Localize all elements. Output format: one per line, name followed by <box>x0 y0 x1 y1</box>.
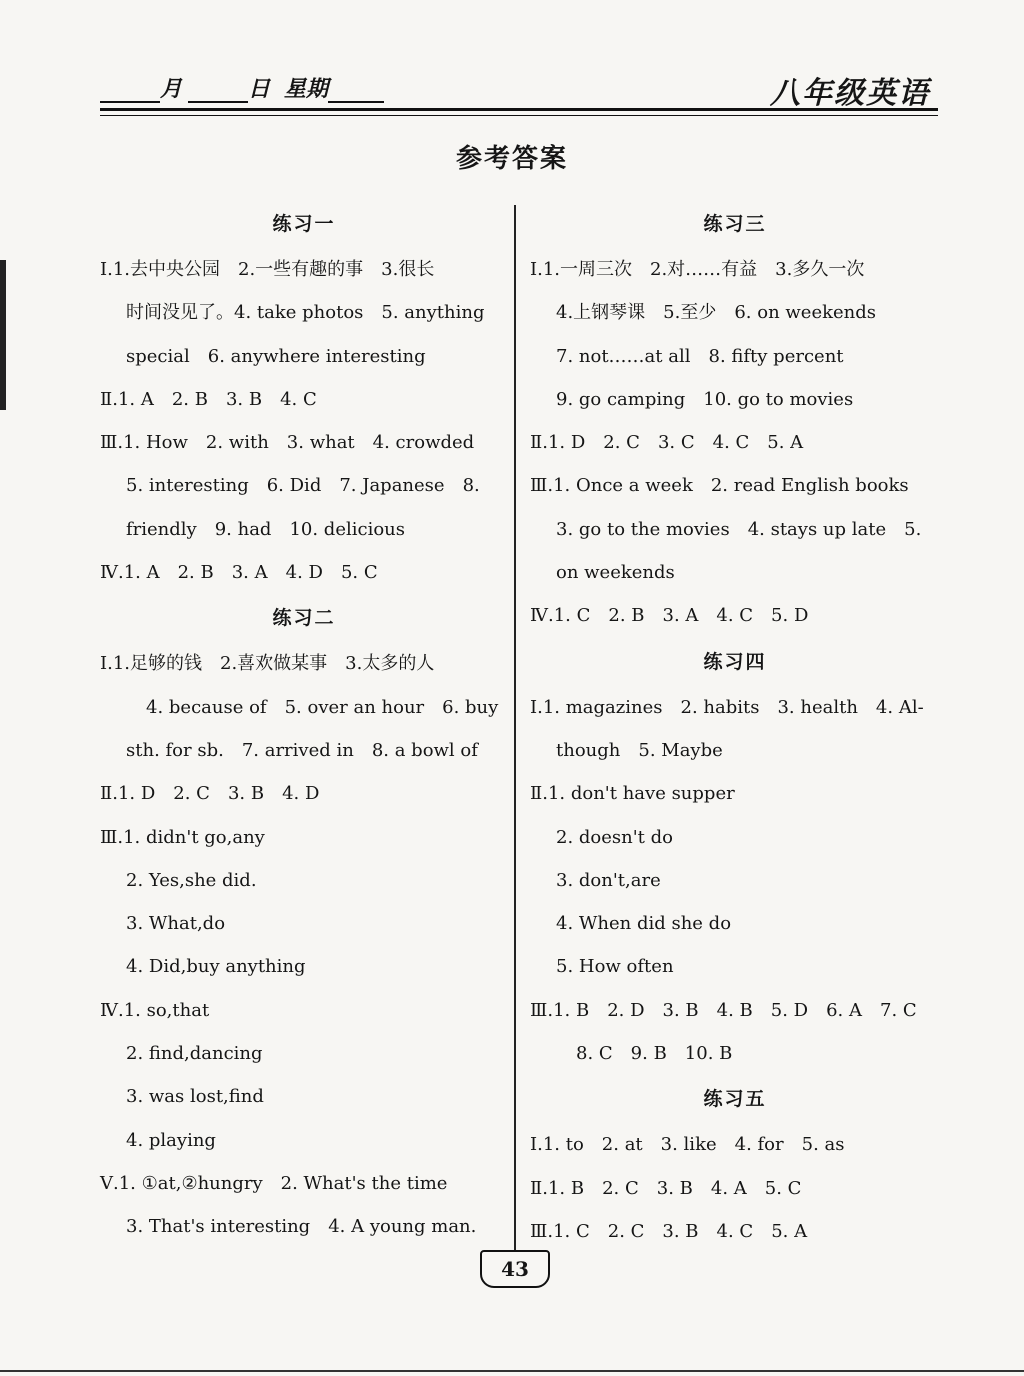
answer-line: 2. Yes,she did. <box>126 869 257 891</box>
answer-line: Ⅰ.1. to 2. at 3. like 4. for 5. as <box>530 1134 845 1156</box>
page-title: 参考答案 <box>455 144 568 174</box>
answer-line: Ⅲ.1. C 2. C 3. B 4. C 5. A <box>530 1220 808 1242</box>
exercise-title: 练习五 <box>703 1088 767 1111</box>
answer-line: though 5. Maybe <box>556 739 723 761</box>
answer-line: 4. Did,buy anything <box>126 956 306 978</box>
weekday-label: 星期 <box>284 76 329 102</box>
answer-line: friendly 9. had 10. delicious <box>126 518 405 540</box>
answer-line: Ⅴ.1. ①at,②hungry 2. What's the time <box>100 1172 448 1194</box>
answer-line: Ⅲ.1. Once a week 2. read English books <box>530 475 909 497</box>
answer-line: Ⅳ.1. C 2. B 3. A 4. C 5. D <box>530 605 809 627</box>
answer-line: 5. interesting 6. Did 7. Japanese 8. <box>126 475 480 497</box>
answer-line: Ⅰ.1.一周三次 2.对……有益 3.多久一次 <box>530 259 865 280</box>
month-label: 月 <box>160 76 183 102</box>
answer-line: Ⅱ.1. B 2. C 3. B 4. A 5. C <box>530 1177 802 1199</box>
brand-title: 八年级英语 <box>770 76 930 111</box>
answer-line: on weekends <box>556 562 675 584</box>
page-number: 43 <box>480 1250 550 1288</box>
date-line <box>100 72 384 103</box>
answer-line: Ⅰ.1.足够的钱 2.喜欢做某事 3.太多的人 <box>100 653 435 675</box>
answer-line: 2. find,dancing <box>126 1043 263 1065</box>
exercise-title: 练习四 <box>703 650 767 673</box>
answer-line: Ⅳ.1. so,that <box>100 999 210 1021</box>
answer-line: Ⅱ.1. D 2. C 3. B 4. D <box>100 783 320 805</box>
exercise-title: 练习二 <box>272 607 336 630</box>
answer-line: Ⅲ.1. B 2. D 3. B 4. B 5. D 6. A 7. C <box>530 999 917 1021</box>
month-blank <box>100 81 160 103</box>
answer-line: Ⅱ.1. D 2. C 3. C 4. C 5. A <box>530 432 804 454</box>
answer-line: Ⅰ.1.去中央公园 2.一些有趣的事 3.很长 <box>100 259 435 280</box>
answer-line: 3. was lost,find <box>126 1086 264 1108</box>
answer-line: 3. go to the movies 4. stays up late 5. <box>556 518 922 540</box>
answer-line: 4. because of 5. over an hour 6. buy <box>146 696 499 718</box>
answer-line: 时间没见了。4. take photos 5. anything <box>126 302 485 324</box>
binding-mark <box>0 260 6 410</box>
answer-line: 9. go camping 10. go to movies <box>556 388 854 410</box>
answer-line: Ⅲ.1. didn't go,any <box>100 826 265 848</box>
left-column <box>100 200 508 1249</box>
exercise-title: 练习一 <box>272 213 336 235</box>
exercise-title: 练习三 <box>703 213 767 235</box>
answer-line: 3. That's interesting 4. A young man. <box>126 1216 477 1238</box>
answer-line: Ⅰ.1. magazines 2. habits 3. health 4. Al- <box>530 696 924 718</box>
day-label: 日 <box>248 76 271 102</box>
answer-line: 3. What,do <box>126 913 226 935</box>
answer-line: special 6. anywhere interesting <box>126 345 426 367</box>
answer-line: 4.上钢琴课 5.至少 6. on weekends <box>556 302 877 324</box>
answer-line: 2. doesn't do <box>556 826 673 848</box>
right-column <box>530 200 940 1253</box>
column-divider <box>514 205 516 1253</box>
weekday-blank <box>328 81 384 103</box>
header-rule-thick <box>100 108 938 111</box>
answer-line: Ⅲ.1. How 2. with 3. what 4. crowded <box>100 432 475 454</box>
answer-line: 5. How often <box>556 956 674 978</box>
answer-line: 3. don't,are <box>556 869 661 891</box>
day-blank <box>188 81 248 103</box>
answer-line: 4. When did she do <box>556 913 732 935</box>
answer-line: Ⅳ.1. A 2. B 3. A 4. D 5. C <box>100 562 378 584</box>
answer-line: Ⅱ.1. A 2. B 3. B 4. C <box>100 388 317 410</box>
answer-line: 8. C 9. B 10. B <box>576 1043 733 1065</box>
answer-line: 7. not……at all 8. fifty percent <box>556 345 844 367</box>
answer-line: sth. for sb. 7. arrived in 8. a bowl of <box>126 739 478 761</box>
header-rule-thin <box>100 115 938 116</box>
page-header <box>100 72 940 111</box>
answer-line: 4. playing <box>126 1129 216 1151</box>
answer-line: Ⅱ.1. don't have supper <box>530 783 735 805</box>
bottom-rule <box>0 1370 1024 1372</box>
